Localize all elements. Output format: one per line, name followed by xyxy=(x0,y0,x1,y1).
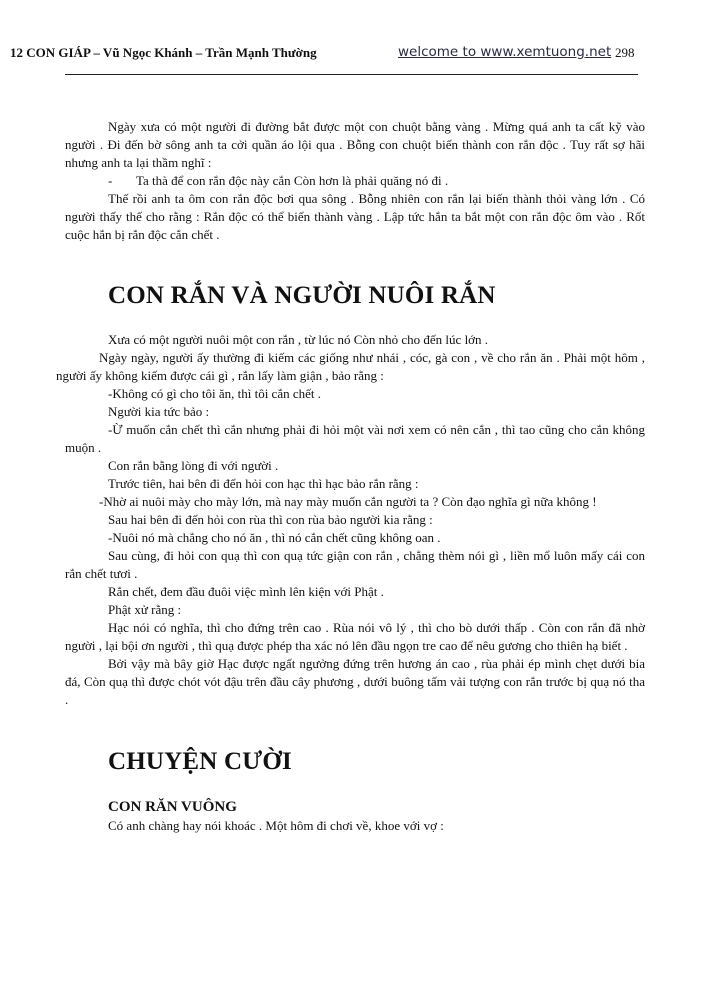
story-paragraph: Sau cùng, đi hỏi con quạ thì con quạ tức giận con rắn , chẳng thèm nói gì , liền mổ luôn mấy cái con rắn chết tươi . xyxy=(65,548,645,581)
website-link[interactable]: welcome to www.xemtuong.net xyxy=(398,44,612,60)
story-paragraph: Con rắn bằng lòng đi với người . xyxy=(108,458,279,473)
intro-dash-line xyxy=(65,172,645,190)
section-title: CHUYỆN CƯỜI xyxy=(108,748,292,775)
header-divider xyxy=(65,74,638,75)
story-paragraph: Xưa có một người nuôi một con rắn , từ lúc nó Còn nhỏ cho đến lúc lớn . xyxy=(108,332,489,347)
story-paragraph: Trước tiên, hai bên đi đến hỏi con hạc thì hạc bảo rắn rằng : xyxy=(108,476,419,491)
story-paragraph: -Nhờ ai nuôi mày cho mày lớn, mà nay mày muốn cắn người ta ? Còn đạo nghĩa gì nữa không ! xyxy=(99,494,597,509)
dash-text: Ta thà để con rắn độc này cắn Còn hơn là phải quăng nó đi . xyxy=(136,173,449,188)
story-paragraph: Sau hai bên đi đến hỏi con rùa thì con rùa bảo người kia rằng : xyxy=(108,512,433,527)
section-paragraph: Có anh chàng hay nói khoác . Một hôm đi chơi về, khoe với vợ : xyxy=(108,818,444,833)
page-number: 298 xyxy=(615,45,635,60)
dash-mark: - xyxy=(108,173,113,188)
intro-paragraph-1: Ngày xưa có một người đi đường bắt được một con chuột bằng vàng . Mừng quá anh ta cất kỹ vào người . Đi đến bờ sông anh ta cởi quần áo lội qua . Bỗng con chuột biến thành con rắn độc . Tuy rất sợ hãi nhưng anh ta lại thầm nghĩ : xyxy=(65,119,645,170)
page-header xyxy=(0,40,702,70)
section-subtitle: CON RĂN VUÔNG xyxy=(108,799,237,815)
story-paragraph: Rắn chết, đem đầu đuôi việc mình lên kiện với Phật . xyxy=(108,584,384,599)
story-paragraph: Bởi vậy mà bây giờ Hạc được ngất ngưởng đứng trên hương án cao , rùa phải ép mình chẹt dưới bia đá, Còn quạ thì được chót vót đậu trên đầu cây phương , dưới buông tấm vải tượng con rắn trước bị quạ nó tha . xyxy=(65,656,645,707)
story-paragraph: Ngày ngày, người ấy thường đi kiếm các giống như nhái , cóc, gà con , về cho rắn ăn . Phải một hôm , người ấy không kiếm được cái gì , rắn lấy làm giận , bảo rằng : xyxy=(56,350,645,383)
intro-paragraph-2: Thế rồi anh ta ôm con rắn độc bơi qua sông . Bỗng nhiên con rắn lại biến thành thỏi vàng lớn . Có người thấy thế cho rằng : Rắn độc có thể biến thành vàng . Lập tức hắn ta bắt một con rắn độc ôm vào . Rốt cuộc hắn bị rắn độc cắn chết . xyxy=(65,191,645,242)
story-paragraph: -Ừ muốn cắn chết thì cắn nhưng phải đi hỏi một vài nơi xem có nên cắn , thì tao cũng cho cắn không muộn . xyxy=(65,422,645,455)
story-paragraph: -Nuôi nó mà chẳng cho nó ăn , thì nó cắn chết cũng không oan . xyxy=(108,530,441,545)
story-paragraph: Phật xử rằng : xyxy=(108,602,182,617)
story-paragraph: Hạc nói có nghĩa, thì cho đứng trên cao . Rùa nói vô lý , thì cho bò dưới thấp . Còn con rắn đã nhờ người , lại bội ơn người , thì quạ được phép tha xác nó lên đầu ngọn tre cao để nêu gương cho thiên hạ biết . xyxy=(65,620,645,653)
story-paragraph: -Không có gì cho tôi ăn, thì tôi cắn chết . xyxy=(108,386,322,401)
story-paragraph: Người kia tức bảo : xyxy=(108,404,210,419)
book-title-header: 12 CON GIÁP – Vũ Ngọc Khánh – Trần Mạnh Thường xyxy=(10,45,317,60)
page-content xyxy=(56,118,645,835)
story-title: CON RẮN VÀ NGƯỜI NUÔI RẮN xyxy=(108,282,496,309)
